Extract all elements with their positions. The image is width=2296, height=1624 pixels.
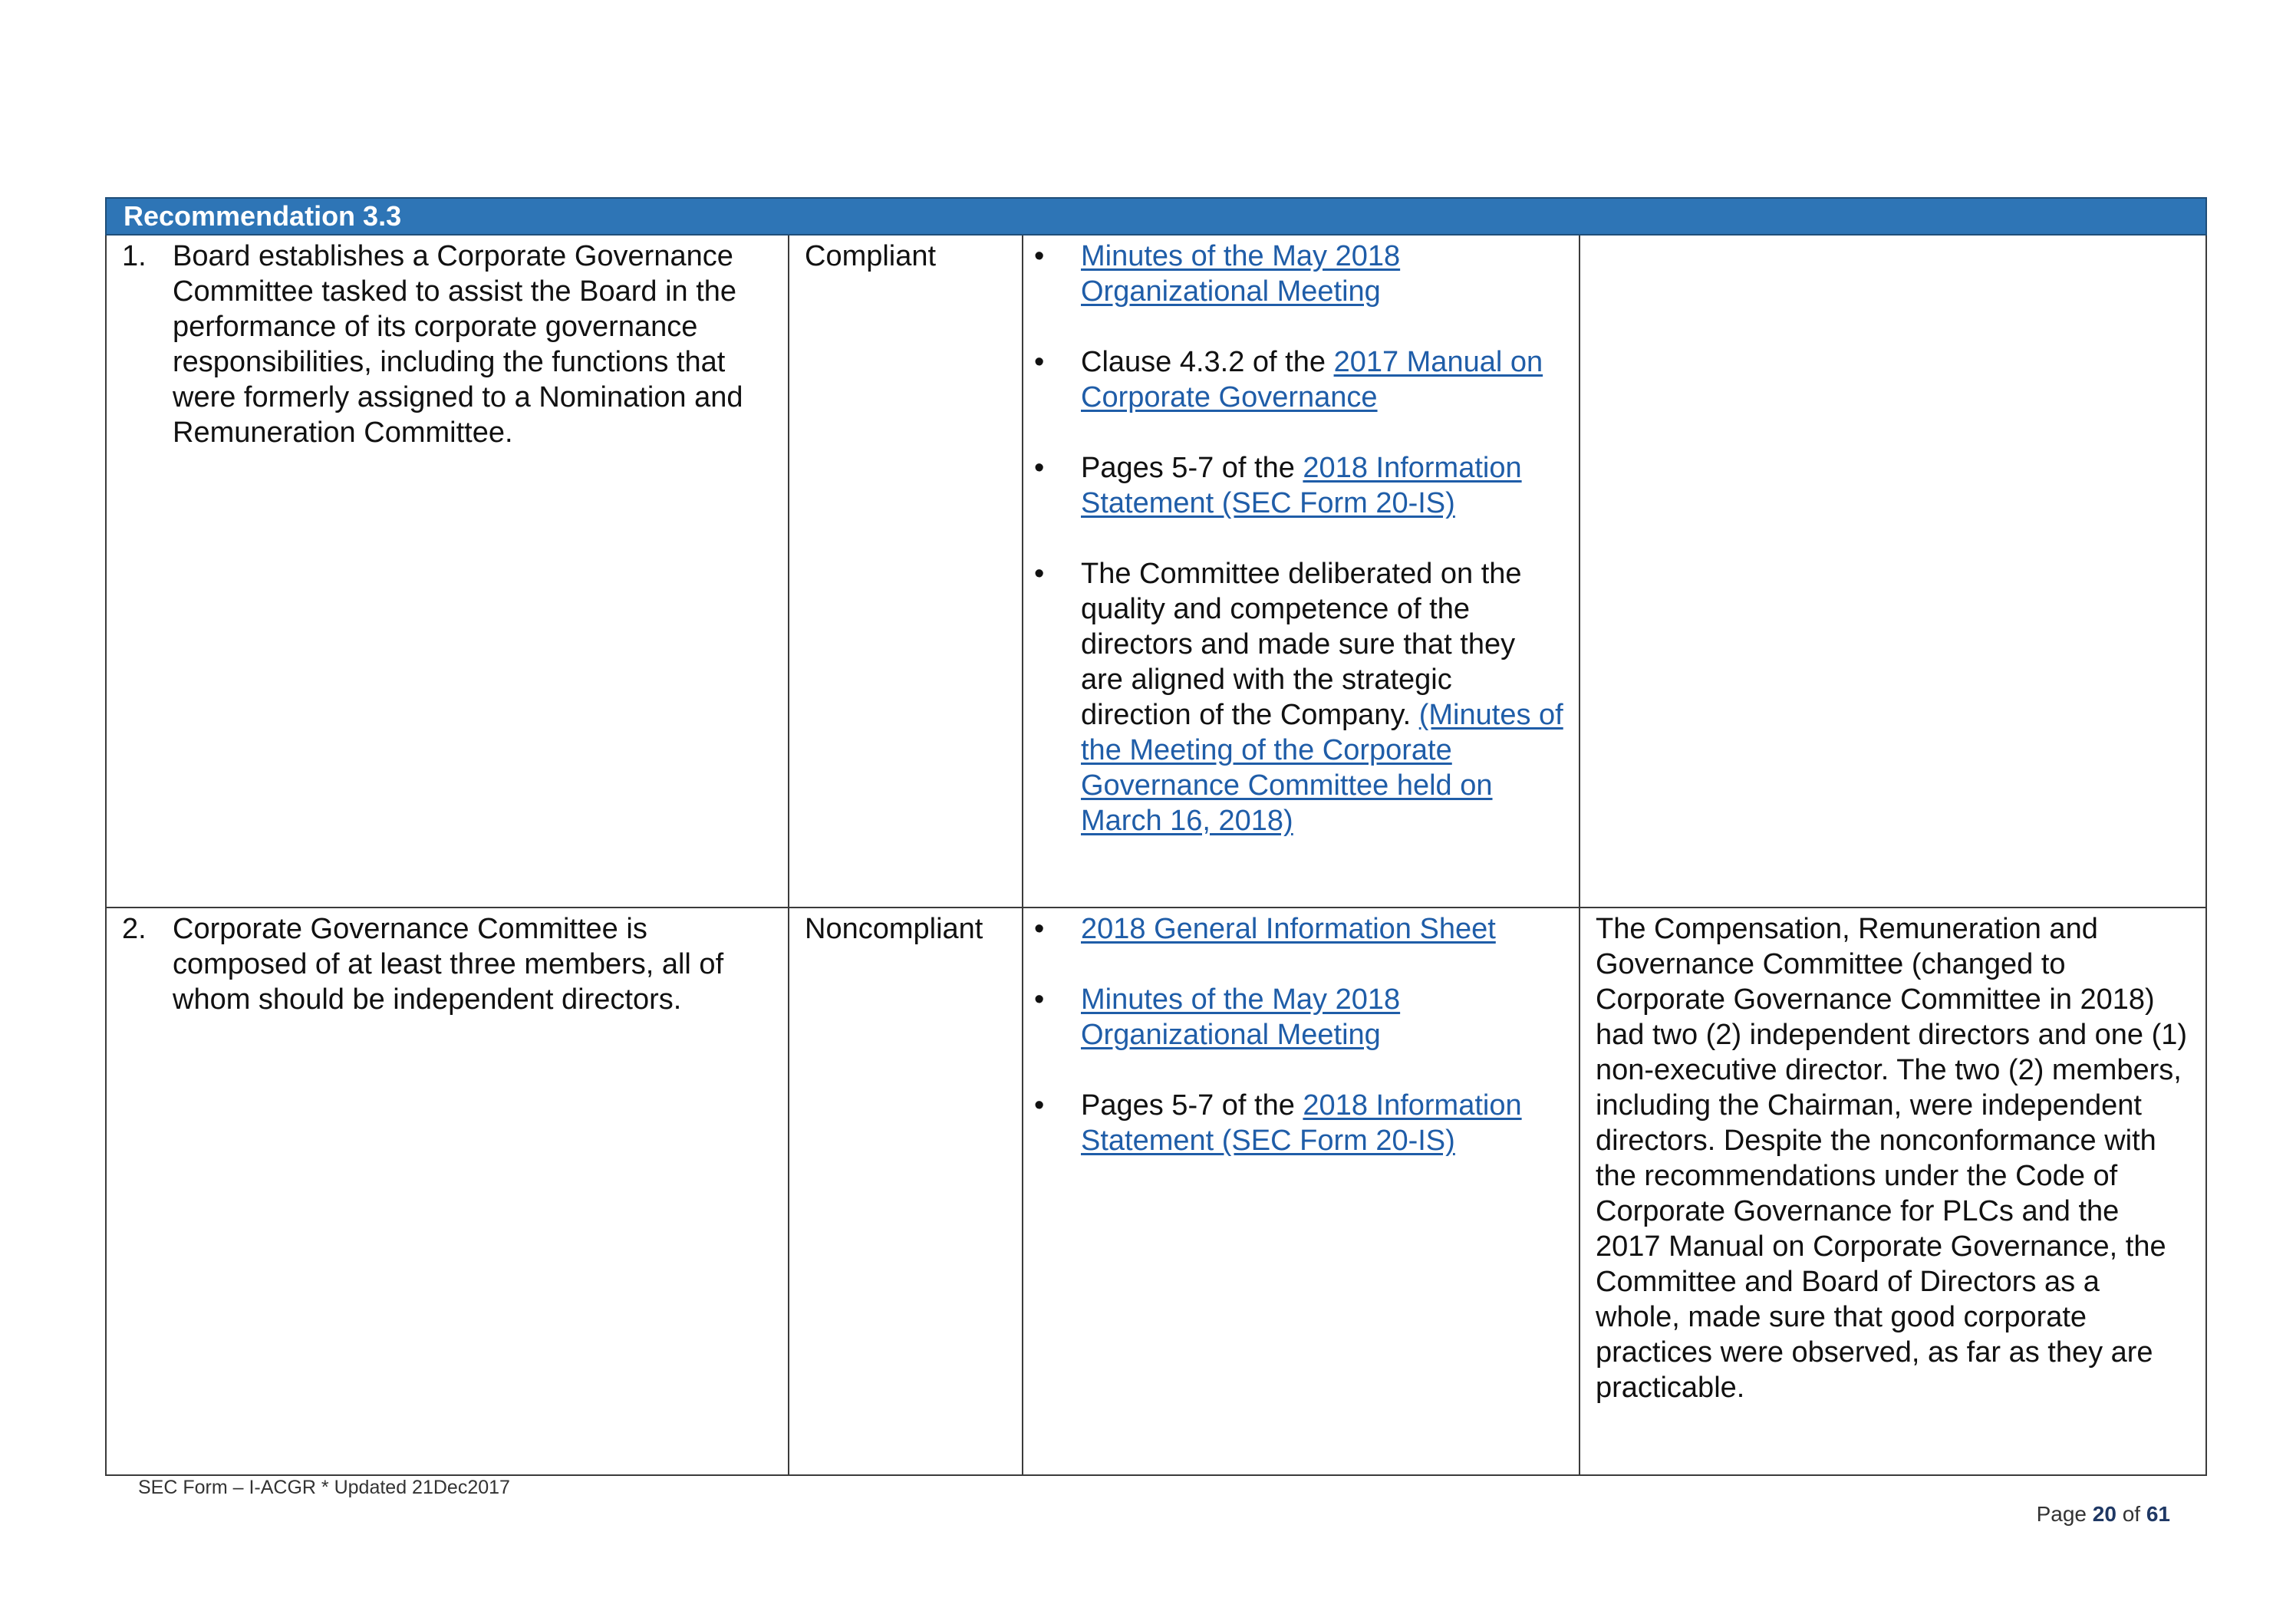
recommendation-text: Corporate Governance Committee is composed of at least three members, all of whom should be independent directors. — [173, 913, 724, 1016]
page-of: of — [2122, 1502, 2141, 1526]
evidence-text: Clause 4.3.2 of the — [1081, 346, 1334, 378]
recommendation-text: Board establishes a Corporate Governance Committee tasked to assist the Board in the performance of its corporate governance responsibilities, including the functions that were formerly assigned to a Nomination and Remuneration Committee. — [173, 240, 743, 449]
supporting-information-cell — [1023, 235, 1580, 908]
evidence-item — [1023, 344, 1565, 415]
evidence-text: Pages 5-7 of the — [1081, 1089, 1303, 1122]
compliance-status: Compliant — [789, 235, 1023, 908]
general-information-sheet-link[interactable]: 2018 General Information Sheet — [1081, 913, 1496, 945]
evidence-item — [1023, 982, 1565, 1052]
section-title: Recommendation 3.3 — [106, 198, 2206, 235]
recommendation-number: 1. — [122, 240, 147, 272]
explanation-cell: The Compensation, Remuneration and Governance Committee (changed to Corporate Governance Committee in 2018) had two (2) independent directors and one (1) non-executive director. The two (2) members, including the Chairman, were independent directors. Despite the nonconformance with the recommendations under the Code of Corporate Governance for PLCs and the 2017 Manual on Corporate Governance, the Committee and Board of Directors as a whole, made sure that good corporate practices were observed, as far as they are practicable. — [1580, 908, 2206, 1475]
evidence-item — [1023, 911, 1565, 947]
page-number — [2037, 1502, 2170, 1527]
section-header-row — [106, 198, 2206, 235]
evidence-item — [1023, 450, 1565, 521]
committee-meeting-minutes-link[interactable]: (Minutes of the Meeting of the Corporate Governance Committee held on March 16, 2018) — [1081, 699, 1563, 837]
evidence-item — [1023, 239, 1565, 309]
footer-form-label: SEC Form – I-ACGR * Updated 21Dec2017 — [138, 1477, 510, 1498]
bullet-icon: • — [1034, 913, 1045, 945]
recommendation-cell — [106, 908, 789, 1475]
bullet-icon: • — [1034, 983, 1045, 1016]
manual-corporate-governance-link[interactable]: 2017 Manual on Corporate Governance — [1081, 346, 1543, 413]
evidence-item — [1023, 556, 1565, 838]
supporting-information-cell — [1023, 908, 1580, 1475]
page-total: 61 — [2146, 1502, 2170, 1526]
bullet-icon: • — [1034, 558, 1045, 590]
page-label: Page — [2036, 1502, 2087, 1526]
evidence-text: The Committee deliberated on the quality and competence of the directors and made sure that they are aligned with the strategic direction of the Company. — [1081, 558, 1522, 731]
table-row — [106, 235, 2206, 908]
table-row — [106, 908, 2206, 1475]
minutes-org-meeting-link[interactable]: Minutes of the May 2018 Organizational Meeting — [1081, 983, 1401, 1051]
evidence-text: Pages 5-7 of the — [1081, 452, 1303, 484]
page-current: 20 — [2092, 1502, 2116, 1526]
recommendation-number: 2. — [122, 913, 147, 945]
compliance-table — [105, 197, 2207, 1476]
bullet-icon: • — [1034, 346, 1045, 378]
bullet-icon: • — [1034, 240, 1045, 272]
bullet-icon: • — [1034, 1089, 1045, 1122]
information-statement-link[interactable]: 2018 Information Statement (SEC Form 20-IS) — [1081, 452, 1522, 519]
compliance-status: Noncompliant — [789, 908, 1023, 1475]
minutes-org-meeting-link[interactable]: Minutes of the May 2018 Organizational Meeting — [1081, 240, 1401, 308]
explanation-cell — [1580, 235, 2206, 908]
recommendation-cell — [106, 235, 789, 908]
evidence-item — [1023, 1088, 1565, 1158]
information-statement-link[interactable]: 2018 Information Statement (SEC Form 20-IS) — [1081, 1089, 1522, 1157]
bullet-icon: • — [1034, 452, 1045, 484]
